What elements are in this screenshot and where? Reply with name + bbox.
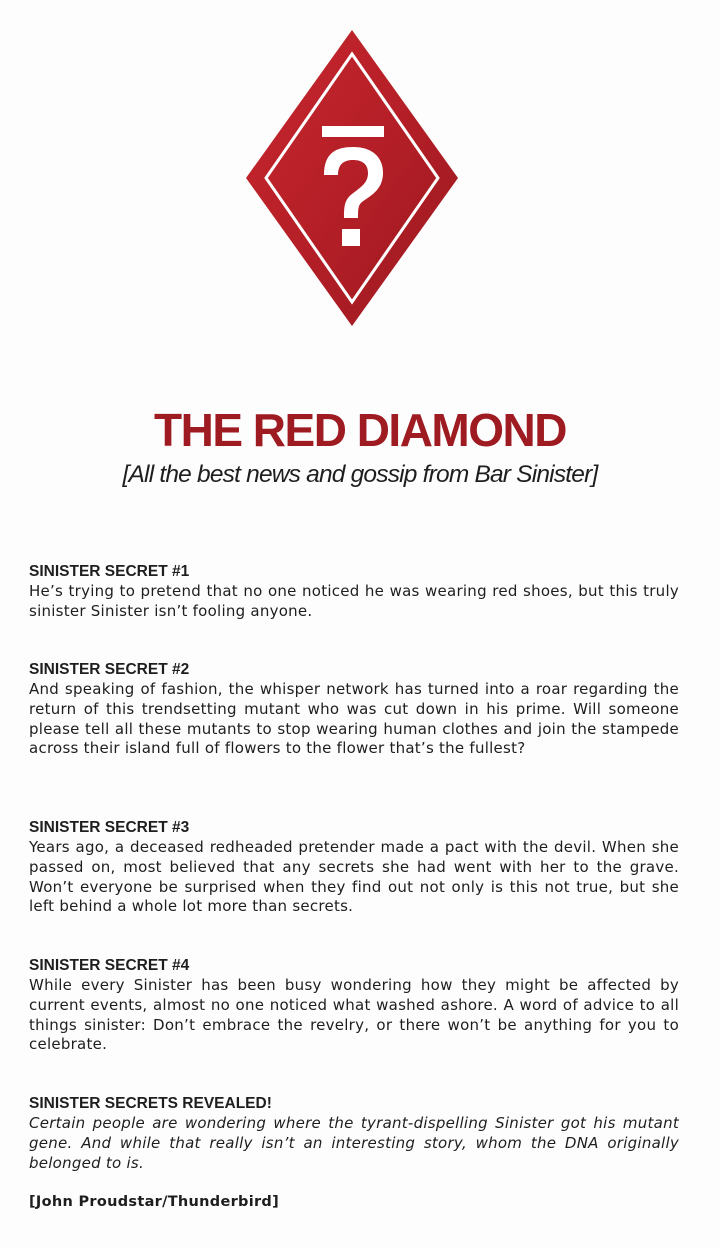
red-diamond-question-mark-icon [244,28,460,328]
secret-2 [29,660,679,759]
secret-heading: SINISTER SECRET #2 [29,661,190,678]
secret-body: He’s trying to pretend that no one noticed he was wearing red shoes, but this truly sinister Sinister isn’t fooling anyone. [29,582,679,620]
secret-body: And speaking of fashion, the whisper network has turned into a roar regarding the return of this trendsetting mutant who was cut down in his prime. Will someone please tell all these mutants to stop wearing human clothes and join the stampede across their island full of flowers to the flower that’s the fullest? [29,680,679,758]
revealed-body: Certain people are wondering where the tyrant-dispelling Sinister got his mutant gene. And while that really isn’t an interesting story, whom the DNA originally belonged to is. [29,1114,679,1172]
secret-heading: SINISTER SECRET #1 [29,563,190,580]
secret-heading: SINISTER SECRET #3 [29,819,190,836]
masthead [0,400,720,490]
page-subtitle: [All the best news and gossip from Bar Sinister] [122,461,598,488]
secret-heading: SINISTER SECRET #4 [29,957,190,974]
secret-body: While every Sinister has been busy wondering how they might be affected by current events, almost no one noticed what washed ashore. A word of advice to all things sinister: Don’t embrace the revelry, or there won’t be anything for you to celebrate. [29,976,679,1054]
page-title: THE RED DIAMOND [154,404,566,456]
revealed-answer: [John Proudstar/Thunderbird] [29,1194,280,1210]
secret-body: Years ago, a deceased redheaded pretender made a pact with the devil. When she passed on, most believed that any secrets she had went with her to the grave. Won’t everyone be surprised when they find out not only is this not true, but she left behind a whole lot more than secrets. [29,838,679,916]
secrets-revealed [29,1094,679,1173]
secret-4 [29,956,679,1055]
secret-3 [29,818,679,917]
secret-1 [29,562,679,622]
revealed-heading: SINISTER SECRETS REVEALED! [29,1095,272,1112]
